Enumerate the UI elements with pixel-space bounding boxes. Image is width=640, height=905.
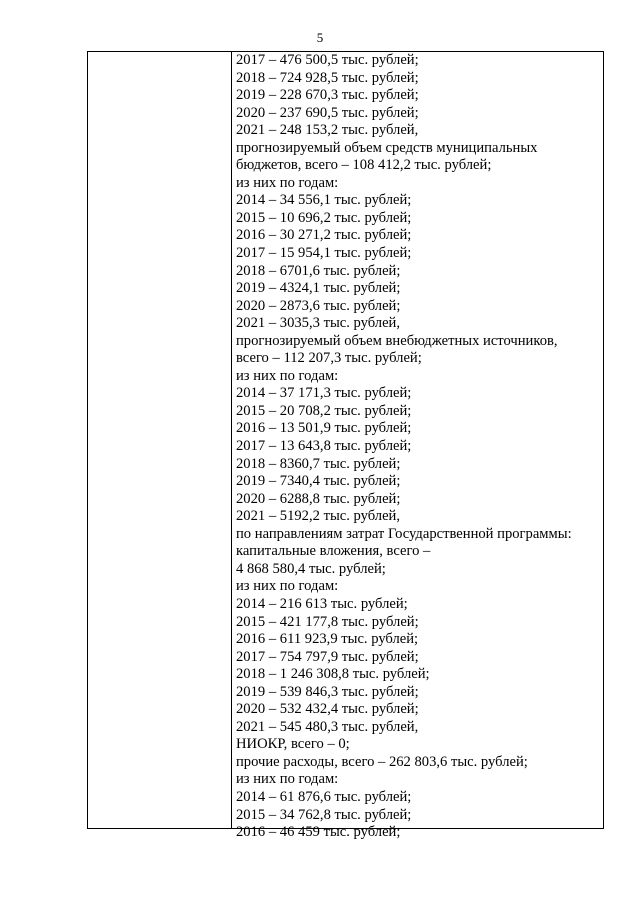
text-line: 2015 – 10 696,2 тыс. рублей; <box>236 209 412 226</box>
text-line: 2017 – 13 643,8 тыс. рублей; <box>236 438 412 455</box>
text-line: 2019 – 4324,1 тыс. рублей; <box>236 280 401 297</box>
text-line: 2015 – 20 708,2 тыс. рублей; <box>236 402 412 419</box>
text-line: 2018 – 6701,6 тыс. рублей; <box>236 262 401 279</box>
text-line: 2015 – 34 762,8 тыс. рублей; <box>236 806 412 823</box>
text-line: 2014 – 34 556,1 тыс. рублей; <box>236 192 412 209</box>
funding-table <box>87 51 604 841</box>
text-line: 2015 – 421 177,8 тыс. рублей; <box>236 613 419 630</box>
text-line: 2020 – 532 432,4 тыс. рублей; <box>236 701 419 718</box>
text-line: 2021 – 248 153,2 тыс. рублей, <box>236 122 419 139</box>
text-line: 2020 – 2873,6 тыс. рублей; <box>236 297 401 314</box>
text-line: прочие расходы, всего – 262 803,6 тыс. рублей; <box>236 753 528 770</box>
text-line: прогнозируемый объем средств муниципальных <box>236 139 538 156</box>
text-line: 2021 – 3035,3 тыс. рублей, <box>236 315 401 332</box>
text-line: 2017 – 754 797,9 тыс. рублей; <box>236 648 419 665</box>
text-line: 4 868 580,4 тыс. рублей; <box>236 560 386 577</box>
text-line: 2018 – 724 928,5 тыс. рублей; <box>236 69 419 86</box>
text-line: 2019 – 539 846,3 тыс. рублей; <box>236 683 419 700</box>
text-line: 2020 – 237 690,5 тыс. рублей; <box>236 104 419 121</box>
text-line: прогнозируемый объем внебюджетных источников, <box>236 332 558 349</box>
text-line: 2017 – 476 500,5 тыс. рублей; <box>236 52 419 68</box>
text-line: капитальные вложения, всего – <box>236 543 431 560</box>
text-line: из них по годам: <box>236 174 339 191</box>
text-line: 2014 – 37 171,3 тыс. рублей; <box>236 385 412 402</box>
text-line: из них по годам: <box>236 771 339 788</box>
text-line: 2016 – 13 501,9 тыс. рублей; <box>236 420 412 437</box>
text-line: из них по годам: <box>236 578 339 595</box>
text-line: 2014 – 61 876,6 тыс. рублей; <box>236 788 412 805</box>
funding-details-cell <box>232 52 603 842</box>
text-line: 2016 – 30 271,2 тыс. рублей; <box>236 227 412 244</box>
text-line: 2021 – 5192,2 тыс. рублей, <box>236 508 401 525</box>
text-line: всего – 112 207,3 тыс. рублей; <box>236 350 422 367</box>
text-line: 2014 – 216 613 тыс. рублей; <box>236 595 408 612</box>
text-line: по направлениям затрат Государственной программы: <box>236 525 572 542</box>
text-line: 2016 – 46 459 тыс. рублей; <box>236 824 401 841</box>
text-line: 2019 – 228 670,3 тыс. рублей; <box>236 87 419 104</box>
text-line: бюджетов, всего – 108 412,2 тыс. рублей; <box>236 157 492 174</box>
text-line: 2018 – 1 246 308,8 тыс. рублей; <box>236 666 430 683</box>
text-line: 2019 – 7340,4 тыс. рублей; <box>236 473 401 490</box>
text-line: НИОКР, всего – 0; <box>236 736 350 753</box>
text-line: 2020 – 6288,8 тыс. рублей; <box>236 490 401 507</box>
text-line: из них по годам: <box>236 367 339 384</box>
text-line: 2016 – 611 923,9 тыс. рублей; <box>236 631 419 648</box>
page-number: 5 <box>316 30 324 45</box>
text-line: 2021 – 545 480,3 тыс. рублей, <box>236 718 419 735</box>
text-line: 2017 – 15 954,1 тыс. рублей; <box>236 245 412 262</box>
text-line: 2018 – 8360,7 тыс. рублей; <box>236 455 401 472</box>
